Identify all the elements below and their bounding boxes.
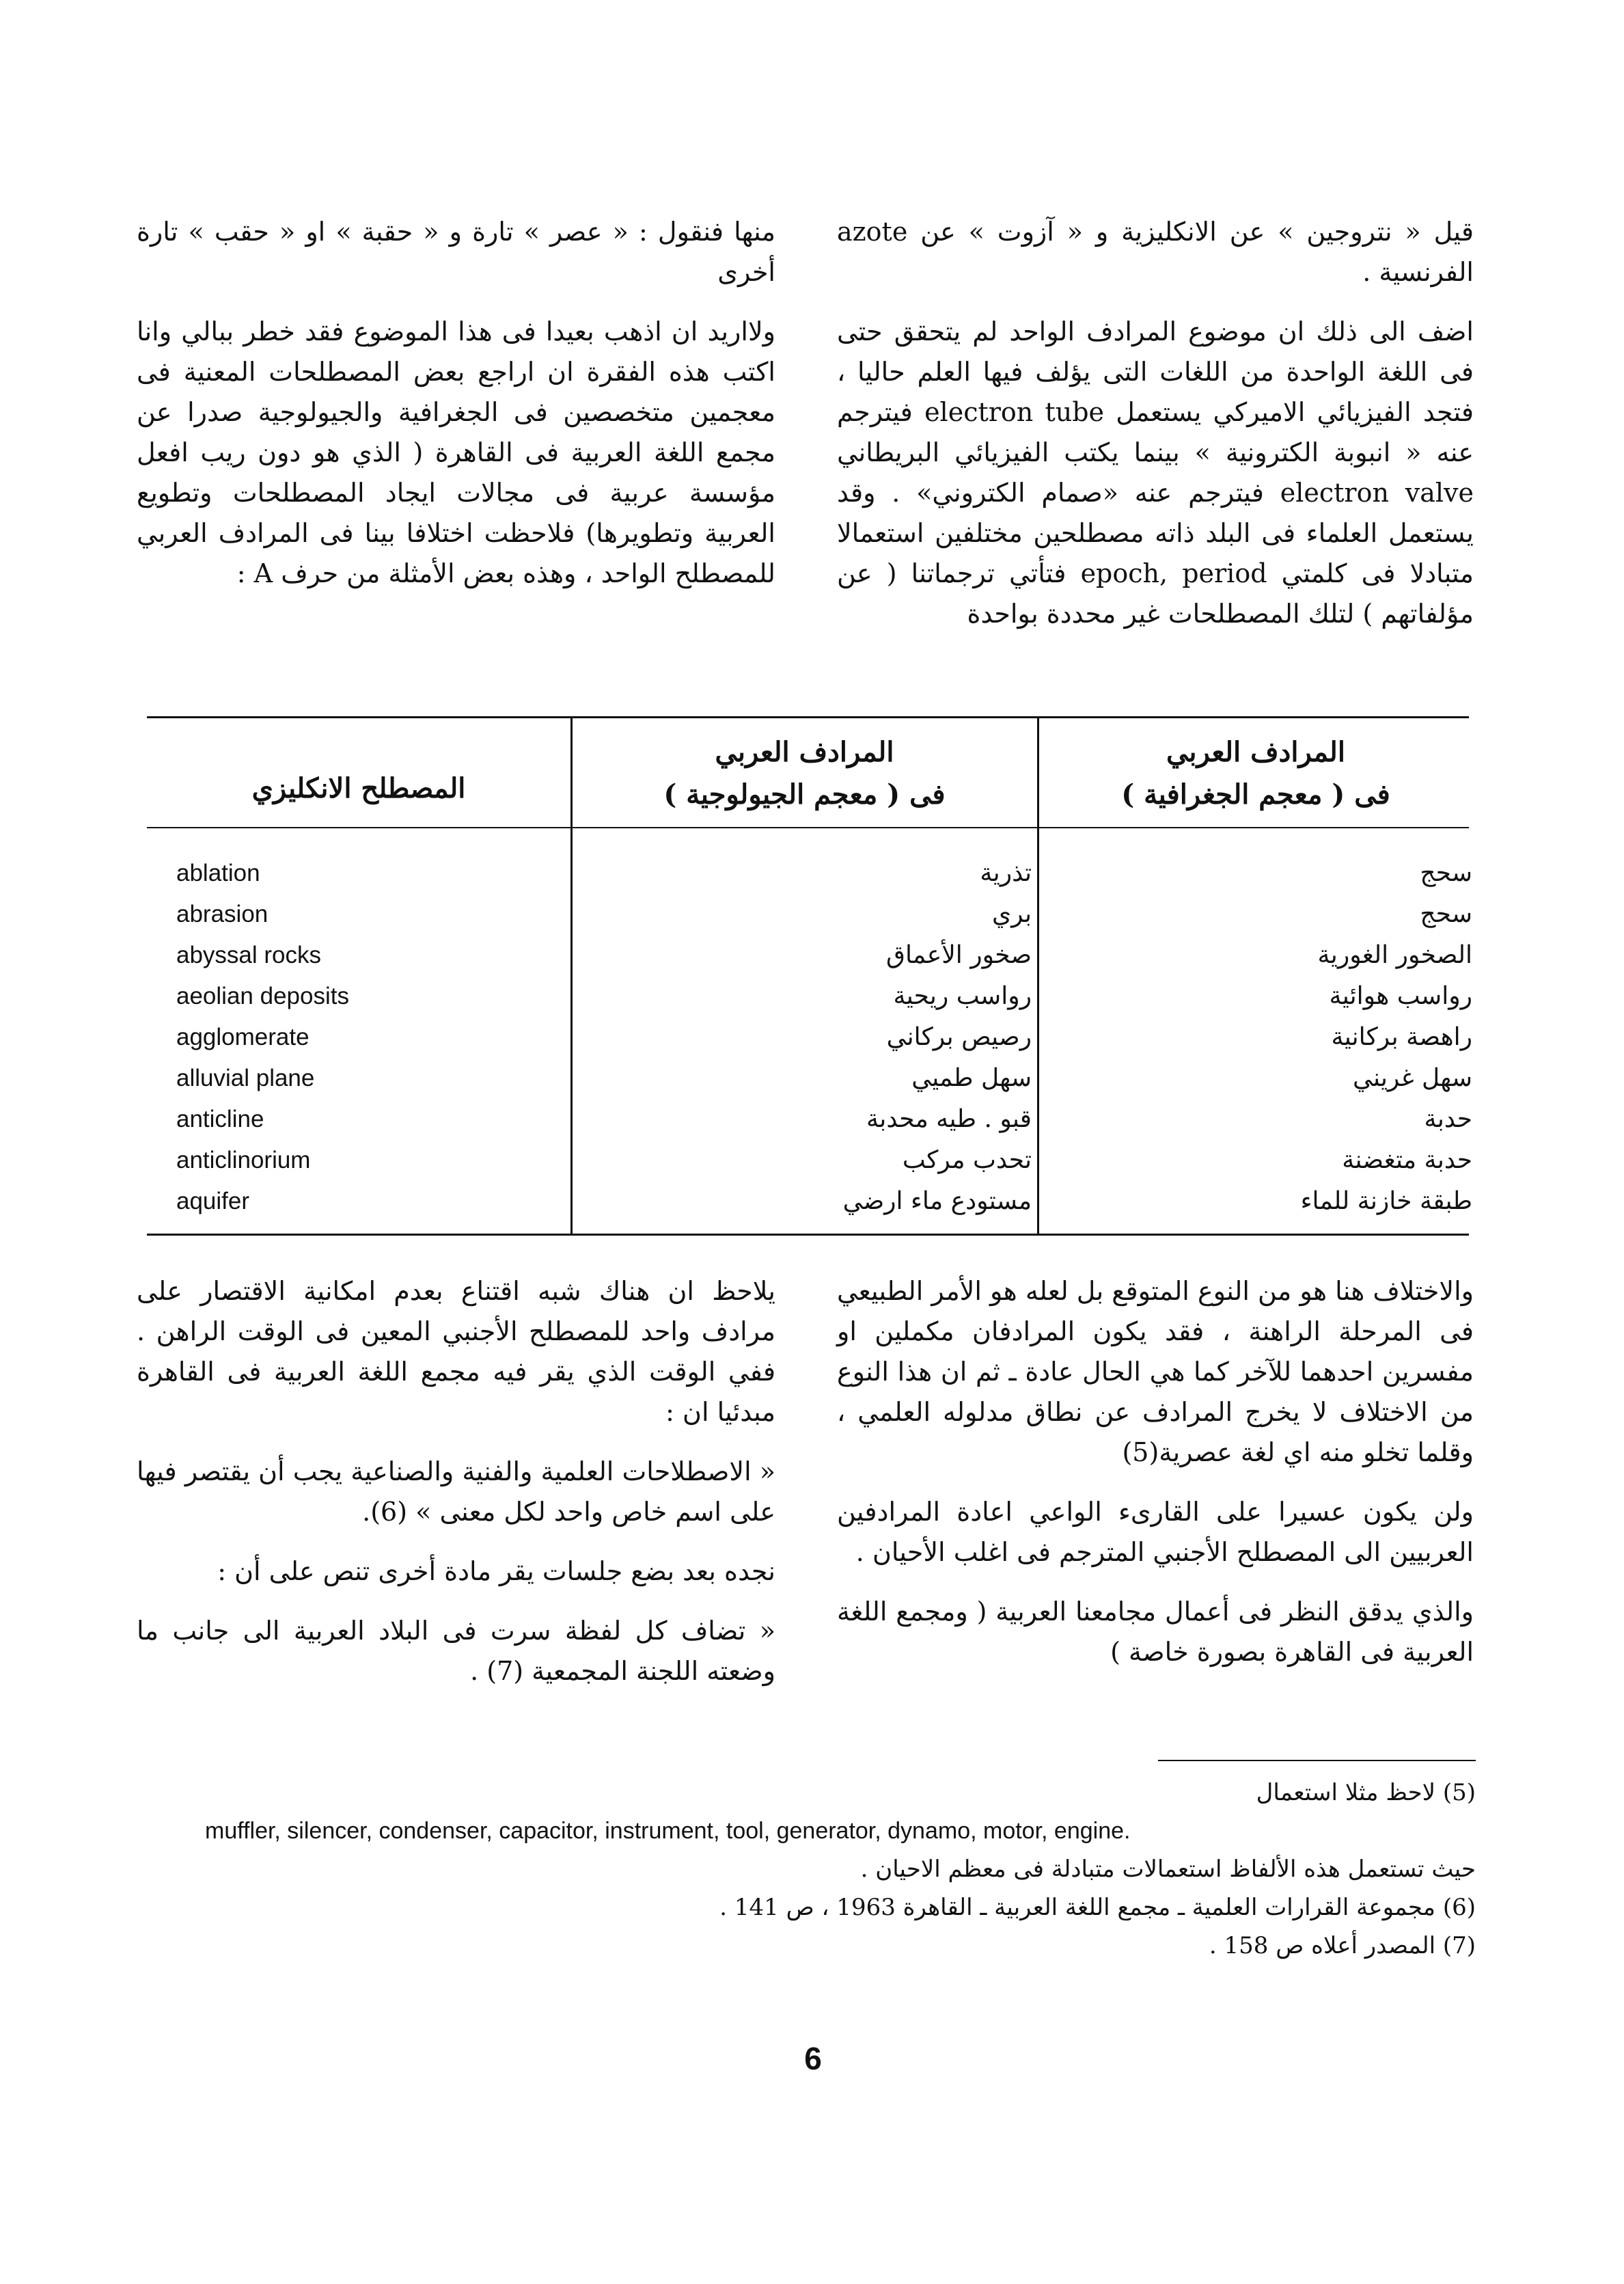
paragraph: اضف الى ذلك ان موضوع المرادف الواحد لم يتحقق حتى فى اللغة الواحدة من اللغات التى يؤلف فيها العلم حاليا ، فتجد الفيزيائي الاميركي يستعمل electron tube فيترجم عنه « انبوبة الكترونية » بينما يكتب الفيزيائي البريطاني electron valve فيترجم عنه «صمام الكتروني» . وقد يستعمل العلماء فى البلد ذاته مصطلحين مختلفين استعمالا متبادلا فى كلمتي epoch, period فتأتي ترجماتنا ( عن مؤلفاتهم ) لتلك المصطلحات غير محددة بواحدة [837, 316, 1474, 629]
footnote-5-tail: حيث تستعمل هذه الألفاظ استعمالات متبادلة فى معظم الاحيان . [860, 1855, 1476, 1883]
bottom-left-column [137, 1271, 775, 1711]
table-cell: الصخور الغورية [1317, 941, 1472, 969]
table-cell: ablation [176, 860, 260, 886]
table-cell: صخور الأعماق [886, 941, 1032, 969]
footnote-rule [1158, 1760, 1476, 1761]
table-header-rule [147, 827, 1469, 828]
table-cell: سحج [1420, 859, 1472, 887]
paragraph: منها فنقول : « عصر » تارة و « حقبة » او « حقب » تارة أخرى [137, 217, 775, 287]
table-cell: تذرية [980, 859, 1032, 887]
geology-header-line: فى ( معجم الجيولوجية ) [663, 778, 946, 811]
table-cell: سحج [1420, 900, 1472, 928]
geography-terms-column [1199, 853, 1472, 1222]
footnote-5-label: (5) لاحظ مثلا استعمال [1256, 1779, 1476, 1806]
geology-header-line: المرادف العربي [715, 736, 894, 768]
table-column-divider [1037, 716, 1039, 1234]
footnote-5-terms: muffler, silencer, condenser, capacitor, instrument, tool, generator, dynamo, motor, engine. [205, 1818, 1131, 1844]
paragraph: يلاحظ ان هناك شبه اقتناع بعدم امكانية الاقتصار على مرادف واحد للمصطلح الأجنبي المعين فى الوقت الراهن . ففي الوقت الذي يقر فيه مجمع اللغة العربية فى القاهرة مبدئيا ان : [137, 1276, 775, 1427]
footnotes [205, 1773, 1476, 1965]
table-cell: رواسب هوائية [1329, 982, 1472, 1010]
footnote-7: (7) المصدر أعلاه ص 158 . [1209, 1932, 1476, 1959]
table-cell: قبو . طيه محدبة [866, 1105, 1032, 1133]
page-number: 6 [804, 2041, 822, 2076]
geology-header [577, 731, 1032, 816]
table-cell: رصيص بركاني [886, 1023, 1032, 1051]
top-left-column [137, 212, 775, 613]
table-column-divider [570, 716, 573, 1234]
table-cell: حدبة [1424, 1105, 1472, 1133]
table-bottom-rule [147, 1234, 1469, 1236]
geography-header [1044, 731, 1468, 816]
table-cell: agglomerate [176, 1024, 309, 1050]
table-cell: تحدب مركب [902, 1146, 1032, 1174]
geography-header-line: فى ( معجم الجغرافية ) [1121, 778, 1390, 811]
paragraph: « تضاف كل لفظة سرت فى البلاد العربية الى جانب ما وضعته اللجنة المجمعية (7) . [137, 1616, 775, 1686]
table-cell: abyssal rocks [176, 942, 322, 968]
top-right-column [837, 212, 1474, 653]
table-cell: طبقة خازنة للماء [1300, 1187, 1472, 1215]
table-cell: سهل طميي [911, 1064, 1032, 1092]
geology-terms-column [745, 853, 1032, 1222]
english-term-header: المصطلح الانكليزي [251, 772, 466, 804]
geography-header-line: المرادف العربي [1166, 736, 1345, 768]
english-terms-column [176, 853, 559, 1222]
table-cell: راهصة بركانية [1331, 1023, 1472, 1051]
table-cell: abrasion [176, 901, 269, 927]
paragraph: « الاصطلاحات العلمية والفنية والصناعية يجب أن يقتصر فيها على اسم خاص واحد لكل معنى » (6). [137, 1456, 775, 1527]
table-cell: مستودع ماء ارضي [842, 1187, 1032, 1215]
paragraph: والذي يدقق النظر فى أعمال مجامعنا العربية ( ومجمع اللغة العربية فى القاهرة بصورة خاصة ) [837, 1596, 1474, 1667]
paragraph: والاختلاف هنا هو من النوع المتوقع بل لعله هو الأمر الطبيعي فى المرحلة الراهنة ، فقد يكون المرادفان مكملين او مفسرين احدهما للآخر كما هي الحال عادة ـ ثم ان هذا النوع من الاختلاف لا يخرج المرادف عن نطاق مدلوله العلمي ، وقلما تخلو منه اي لغة عصرية(5) [837, 1276, 1474, 1467]
table-cell: بري [991, 900, 1032, 928]
table-cell: aeolian deposits [176, 983, 349, 1009]
table-cell: anticline [176, 1106, 264, 1132]
table-cell: aquifer [176, 1188, 250, 1214]
paragraph: ولااريد ان اذهب بعيدا فى هذا الموضوع فقد خطر ببالي وانا اكتب هذه الفقرة ان اراجع بعض المصطلحات المعنية فى معجمين متخصصين فى الجغرافية والجيولوجية صدرا عن مجمع اللغة العربية فى القاهرة ( الذي هو دون ريب افعل مؤسسة عربية فى مجالات ايجاد المصطلحات وتطويع العربية وتطويرها) فلاحظت اختلافا بينا فى المرادف العربي للمصطلح الواحد ، وهذه بعض الأمثلة من حرف A : [137, 316, 775, 588]
table-top-rule [147, 716, 1469, 718]
table-cell: alluvial plane [176, 1065, 315, 1091]
paragraph: ولن يكون عسيرا على القارىء الواعي اعادة المرادفين العربيين الى المصطلح الأجنبي المترجم فى اغلب الأحيان . [837, 1497, 1474, 1567]
paragraph: قيل « نتروجين » عن الانكليزية و « آزوت » عن azote الفرنسية . [837, 217, 1474, 287]
footnote-6: (6) مجموعة القرارات العلمية ـ مجمع اللغة العربية ـ القاهرة 1963 ، ص 141 . [719, 1894, 1476, 1921]
paragraph: نجده بعد بضع جلسات يقر مادة أخرى تنص على أن : [217, 1556, 775, 1586]
table-cell: سهل غريني [1352, 1064, 1472, 1092]
table-cell: حدبة متغضنة [1342, 1146, 1472, 1174]
table-cell: anticlinorium [176, 1147, 311, 1173]
bottom-right-column [837, 1271, 1474, 1691]
table-cell: رواسب ريحية [893, 982, 1032, 1010]
